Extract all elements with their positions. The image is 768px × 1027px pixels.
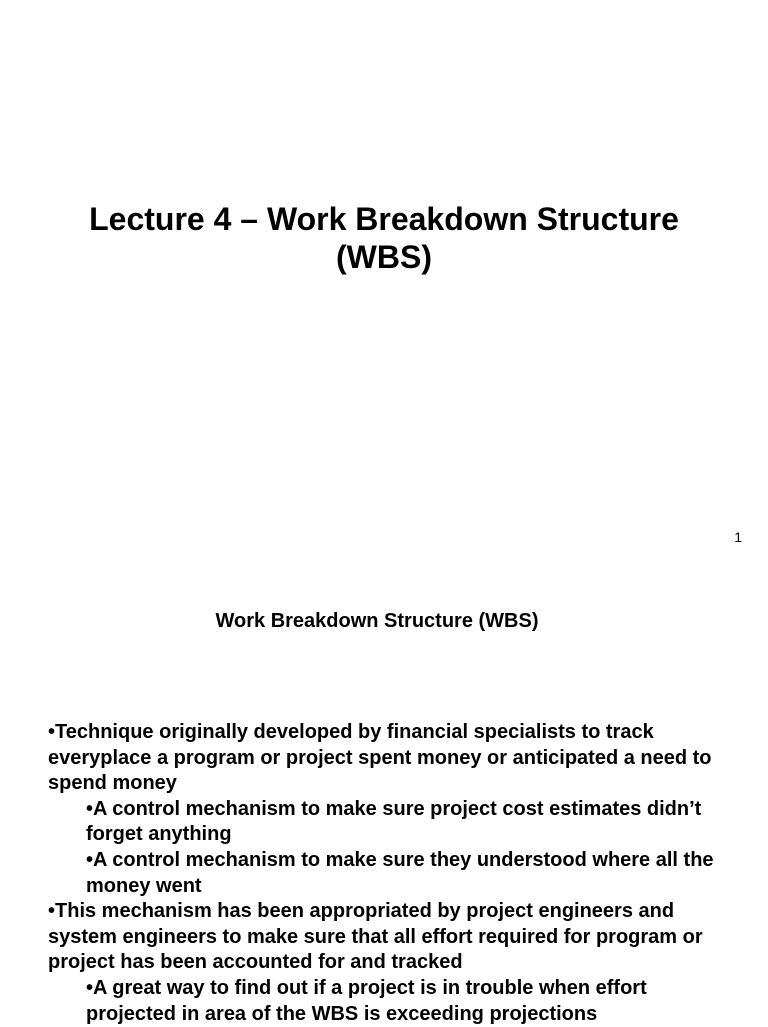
bullet-text: A control mechanism to make sure project cost estimates didn’t forget anything <box>86 797 702 846</box>
bullet-text: A control mechanism to make sure they understood where all the money went <box>86 848 714 897</box>
bullet-text: A great way to find out if a project is in trouble when effort projected in area of the WBS is exceeding projections <box>86 976 647 1025</box>
section-heading: Work Breakdown Structure (WBS) <box>215 610 539 632</box>
bullet-text: This mechanism has been appropriated by project engineers and system engineers to make sure that all effort required for program or project has been accounted for and tracked <box>48 900 703 974</box>
bullet-text: Technique originally developed by financial specialists to track everyplace a program or project spent money or anticipated a need to spend money <box>48 721 712 795</box>
sub-bullet-item <box>48 848 738 899</box>
bullet-marker: • <box>48 900 56 923</box>
sub-bullet-item <box>48 797 738 848</box>
slide-title: Lecture 4 – Work Breakdown Structure (WBS) <box>89 201 679 275</box>
bullet-marker: • <box>86 797 94 820</box>
bullet-marker: • <box>86 848 94 871</box>
bullet-marker: • <box>48 721 56 743</box>
bullet-item <box>48 720 738 797</box>
bullet-list <box>48 720 738 1027</box>
page-number: 1 <box>734 529 742 545</box>
bullet-item <box>48 899 738 976</box>
sub-bullet-item <box>48 976 738 1027</box>
bullet-marker: • <box>86 976 94 999</box>
